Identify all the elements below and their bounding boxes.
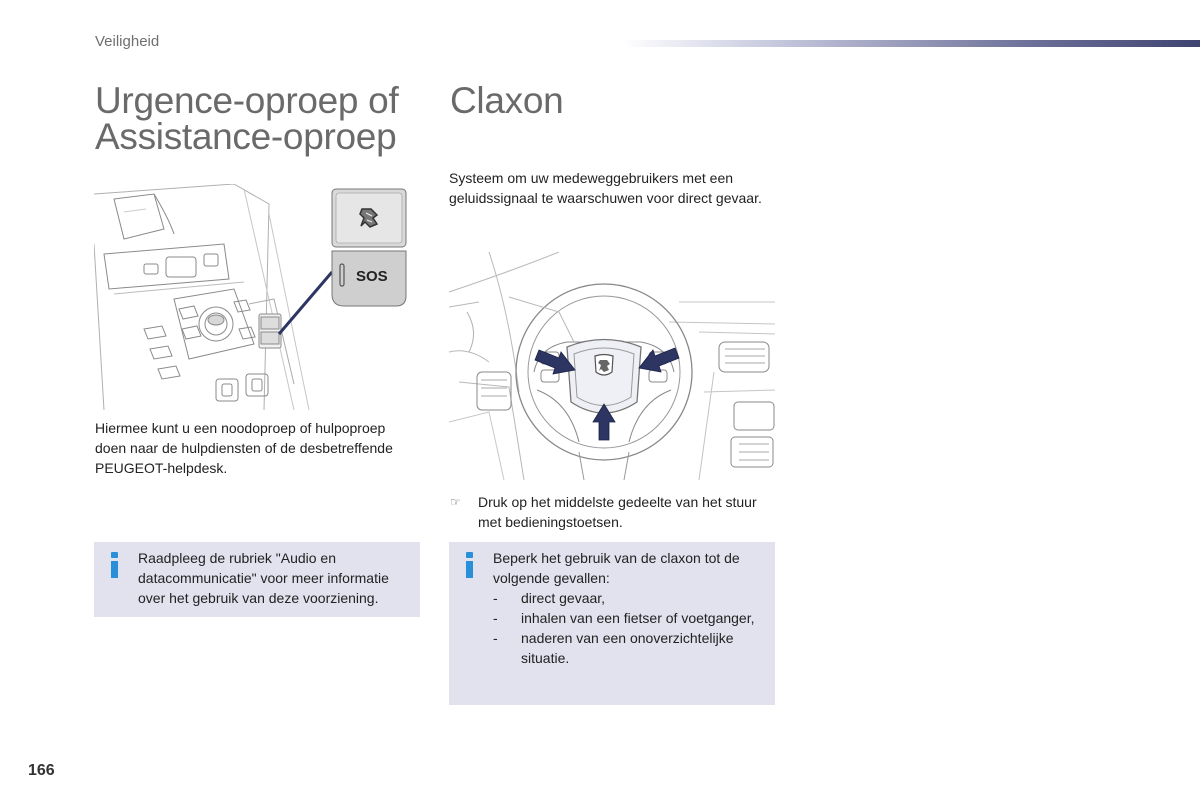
emergency-call-description: Hiermee kunt u een noodoproep of hulpoproep doen naar de hulpdiensten of de desbetreffende PEUGEOT-helpdesk. <box>95 420 393 476</box>
steering-wheel-illustration <box>449 252 775 480</box>
info-box-left <box>94 542 420 617</box>
info-icon <box>463 552 477 578</box>
info-text-left: Raadpleeg de rubriek "Audio en datacommunicatie" voor meer informatie over het gebruik van deze voorziening. <box>138 550 389 606</box>
horn-instruction <box>450 492 770 532</box>
horn-description: Systeem om uw medeweggebruikers met een geluidssignaal te waarschuwen voor direct gevaar. <box>449 170 762 206</box>
section-label: Veiligheid <box>95 33 160 50</box>
list-item: - naderen van een onoverzichtelijke situatie. <box>493 630 734 666</box>
page-number: 166 <box>28 762 55 779</box>
info-box-right <box>449 542 775 705</box>
horn-instruction-text: Druk op het middelste gedeelte van het stuur met bedieningstoetsen. <box>478 494 757 530</box>
list-item: - inhalen van een fietser of voetganger, <box>493 610 755 626</box>
horn-title: Claxon <box>450 80 564 121</box>
info-icon <box>108 552 122 578</box>
info-intro: Beperk het gebruik van de claxon tot de volgende gevallen: <box>493 550 740 586</box>
emergency-call-title <box>95 80 435 157</box>
horn-usage-list <box>493 588 769 668</box>
info-text-right <box>493 548 769 668</box>
emergency-call-title-line1: Urgence-oproep of <box>95 80 399 121</box>
header-bar <box>622 40 1200 47</box>
sos-button-illustration <box>94 184 416 410</box>
peugeot-logo-icon <box>595 355 613 376</box>
emergency-call-title-line2: Assistance-oproep <box>95 116 397 157</box>
list-item: - direct gevaar, <box>493 590 606 606</box>
pointing-hand-icon: ☞ <box>450 495 461 509</box>
sos-button-label: SOS <box>356 268 388 285</box>
